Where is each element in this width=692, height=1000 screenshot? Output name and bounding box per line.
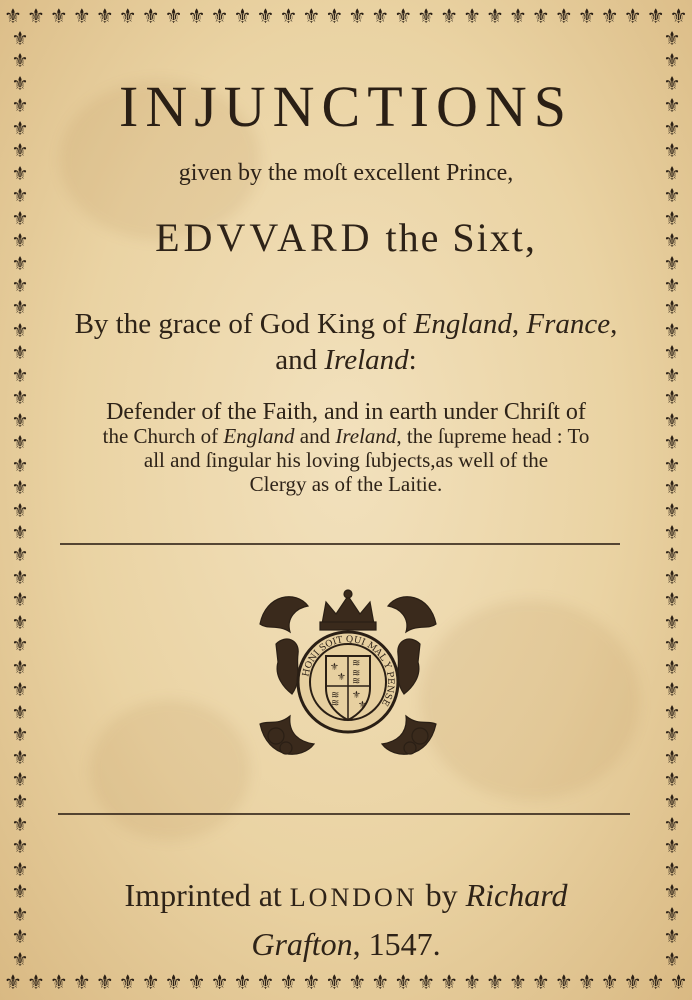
fleur-de-lis-icon: ⚜ — [663, 409, 681, 432]
fleur-de-lis-icon: ⚜ — [600, 4, 619, 28]
fleur-de-lis-icon: ⚜ — [11, 207, 29, 230]
fleur-de-lis-icon: ⚜ — [440, 4, 459, 28]
fleur-de-lis-icon: ⚜ — [663, 679, 681, 702]
fleur-de-lis-icon: ⚜ — [11, 768, 29, 791]
fleur-de-lis-icon: ⚜ — [11, 297, 29, 320]
fleur-de-lis-icon: ⚜ — [4, 4, 22, 28]
grace-england: England — [413, 308, 512, 340]
fleur-de-lis-icon: ⚜ — [11, 611, 29, 634]
fleur-de-lis-icon: ⚜ — [508, 970, 527, 994]
fleur-de-lis-icon: ⚜ — [663, 836, 681, 859]
grace-text: By the grace of God King of — [74, 308, 414, 340]
defender-ireland: Ireland — [335, 424, 397, 448]
fleur-de-lis-icon: ⚜ — [663, 724, 681, 747]
defender-statement — [42, 400, 650, 496]
fleur-de-lis-icon: ⚜ — [11, 409, 29, 432]
fleur-de-lis-icon: ⚜ — [440, 970, 459, 994]
fleur-de-lis-icon: ⚜ — [11, 836, 29, 859]
fleur-de-lis-icon: ⚜ — [663, 499, 681, 522]
fleur-de-lis-icon: ⚜ — [11, 117, 29, 140]
imprint-separator: , — [352, 926, 369, 962]
fleur-de-lis-icon: ⚜ — [141, 970, 160, 994]
fleur-de-lis-icon: ⚜ — [26, 4, 45, 28]
title-page-content — [42, 40, 650, 960]
fleur-de-lis-icon: ⚜ — [11, 319, 29, 342]
divider-rule — [58, 813, 630, 815]
fleur-de-lis-icon: ⚜ — [11, 701, 29, 724]
fleur-de-lis-icon: ⚜ — [663, 185, 681, 208]
fleur-de-lis-icon: ⚜ — [663, 701, 681, 724]
fleur-de-lis-icon: ⚜ — [11, 162, 29, 185]
fleur-de-lis-icon: ⚜ — [118, 4, 137, 28]
fleur-de-lis-icon: ⚜ — [371, 4, 390, 28]
fleur-de-lis-icon: ⚜ — [11, 589, 29, 612]
fleur-de-lis-icon: ⚜ — [577, 970, 596, 994]
svg-text:≋: ≋ — [352, 676, 361, 687]
fleur-de-lis-icon: ⚜ — [663, 948, 681, 970]
fleur-de-lis-icon: ⚜ — [663, 768, 681, 791]
fleur-de-lis-icon: ⚜ — [531, 4, 550, 28]
fleur-de-lis-icon: ⚜ — [11, 858, 29, 881]
fleuron-border-right — [658, 30, 686, 970]
fleur-de-lis-icon: ⚜ — [210, 4, 229, 28]
svg-text:≋: ≋ — [352, 668, 361, 679]
fleur-de-lis-icon: ⚜ — [646, 4, 665, 28]
fleur-de-lis-icon: ⚜ — [663, 589, 681, 612]
fleur-de-lis-icon: ⚜ — [554, 970, 573, 994]
fleur-de-lis-icon: ⚜ — [486, 4, 504, 28]
fleur-de-lis-icon: ⚜ — [118, 970, 137, 994]
defender-england: England — [223, 424, 295, 448]
fleur-de-lis-icon: ⚜ — [600, 970, 619, 994]
fleur-de-lis-icon: ⚜ — [11, 140, 29, 163]
fleur-de-lis-icon: ⚜ — [663, 791, 681, 814]
royal-coat-of-arms-icon — [256, 584, 440, 762]
fleur-de-lis-icon: ⚜ — [11, 881, 29, 904]
fleur-de-lis-icon: ⚜ — [663, 342, 681, 365]
grace-end: : — [408, 344, 417, 376]
page-title: INJUNCTIONS — [119, 74, 573, 139]
defender-text: the Church of — [102, 424, 224, 448]
fleur-de-lis-icon: ⚜ — [49, 970, 68, 994]
fleur-de-lis-icon: ⚜ — [577, 4, 596, 28]
imprint-year: 1547. — [368, 926, 441, 962]
fleur-de-lis-icon: ⚜ — [11, 499, 29, 522]
fleur-de-lis-icon: ⚜ — [531, 970, 550, 994]
given-line: given by the moſt excellent Prince, — [178, 160, 514, 186]
fleur-de-lis-icon: ⚜ — [11, 454, 29, 477]
fleur-de-lis-icon: ⚜ — [11, 185, 29, 208]
fleur-de-lis-icon: ⚜ — [663, 813, 681, 836]
svg-text:⚜: ⚜ — [358, 700, 367, 711]
fleur-de-lis-icon: ⚜ — [417, 970, 436, 994]
fleur-de-lis-icon: ⚜ — [4, 970, 22, 994]
fleur-de-lis-icon: ⚜ — [486, 970, 504, 994]
svg-text:⚜: ⚜ — [352, 690, 361, 701]
fleur-de-lis-icon: ⚜ — [11, 948, 29, 970]
fleur-de-lis-icon: ⚜ — [11, 252, 29, 275]
fleur-de-lis-icon: ⚜ — [11, 72, 29, 95]
fleur-de-lis-icon: ⚜ — [663, 230, 681, 253]
fleur-de-lis-icon: ⚜ — [11, 634, 29, 657]
grace-statement — [42, 306, 650, 378]
fleur-de-lis-icon: ⚜ — [233, 970, 252, 994]
fleur-de-lis-icon: ⚜ — [95, 970, 114, 994]
fleur-de-lis-icon: ⚜ — [663, 274, 681, 297]
fleur-de-lis-icon: ⚜ — [663, 30, 681, 50]
fleur-de-lis-icon: ⚜ — [663, 881, 681, 904]
fleur-de-lis-icon: ⚜ — [233, 4, 252, 28]
fleur-de-lis-icon: ⚜ — [663, 926, 681, 949]
defender-line-2 — [42, 424, 650, 448]
fleur-de-lis-icon: ⚜ — [663, 364, 681, 387]
fleur-de-lis-icon: ⚜ — [663, 544, 681, 567]
fleur-de-lis-icon: ⚜ — [11, 926, 29, 949]
fleur-de-lis-icon: ⚜ — [663, 611, 681, 634]
svg-text:≋: ≋ — [331, 690, 340, 701]
fleur-de-lis-icon: ⚜ — [325, 970, 344, 994]
grace-separator: , — [610, 308, 618, 340]
fleur-de-lis-icon: ⚜ — [663, 297, 681, 320]
fleur-de-lis-icon: ⚜ — [663, 656, 681, 679]
fleur-de-lis-icon: ⚜ — [187, 4, 206, 28]
fleur-de-lis-icon: ⚜ — [11, 813, 29, 836]
svg-text:⚜: ⚜ — [330, 662, 339, 673]
fleur-de-lis-icon: ⚜ — [663, 454, 681, 477]
grace-france: France — [526, 308, 611, 340]
fleur-de-lis-icon: ⚜ — [11, 342, 29, 365]
fleur-de-lis-icon: ⚜ — [11, 521, 29, 544]
divider-rule — [60, 543, 620, 545]
fleur-de-lis-icon: ⚜ — [11, 230, 29, 253]
defender-line-1: Defender of the Faith, and in earth under Chriſt of — [106, 399, 586, 425]
fleur-de-lis-icon: ⚜ — [49, 4, 68, 28]
fleur-de-lis-icon: ⚜ — [325, 4, 344, 28]
fleur-de-lis-icon: ⚜ — [11, 566, 29, 589]
fleur-de-lis-icon: ⚜ — [663, 477, 681, 500]
fleur-de-lis-icon: ⚜ — [11, 656, 29, 679]
fleur-de-lis-icon: ⚜ — [256, 4, 275, 28]
fleur-de-lis-icon: ⚜ — [95, 4, 114, 28]
fleur-de-lis-icon: ⚜ — [663, 72, 681, 95]
fleur-de-lis-icon: ⚜ — [663, 50, 681, 73]
fleur-de-lis-icon: ⚜ — [11, 30, 29, 50]
fleur-de-lis-icon: ⚜ — [141, 4, 160, 28]
fleur-de-lis-icon: ⚜ — [72, 970, 91, 994]
fleur-de-lis-icon: ⚜ — [663, 566, 681, 589]
defender-line-3: all and ſingular his loving ſubjects,as well of the — [143, 448, 549, 472]
fleur-de-lis-icon: ⚜ — [663, 252, 681, 275]
fleur-de-lis-icon: ⚜ — [187, 970, 206, 994]
fleur-de-lis-icon: ⚜ — [11, 724, 29, 747]
fleur-de-lis-icon: ⚜ — [663, 207, 681, 230]
fleur-de-lis-icon: ⚜ — [11, 903, 29, 926]
fleur-de-lis-icon: ⚜ — [663, 903, 681, 926]
grace-separator: , — [511, 308, 527, 340]
imprint-printer: Richard — [465, 877, 568, 913]
fleur-de-lis-icon: ⚜ — [663, 521, 681, 544]
fleur-de-lis-icon: ⚜ — [663, 162, 681, 185]
fleur-de-lis-icon: ⚜ — [11, 432, 29, 455]
fleur-de-lis-icon: ⚜ — [164, 970, 183, 994]
fleur-de-lis-icon: ⚜ — [11, 679, 29, 702]
fleur-de-lis-icon: ⚜ — [554, 4, 573, 28]
imprint-printer-surname: Grafton — [251, 926, 353, 962]
fleur-de-lis-icon: ⚜ — [302, 970, 321, 994]
fleur-de-lis-icon: ⚜ — [256, 970, 275, 994]
imprint-statement — [42, 872, 650, 967]
fleur-de-lis-icon: ⚜ — [72, 4, 91, 28]
fleur-de-lis-icon: ⚜ — [394, 970, 413, 994]
svg-text:⚜: ⚜ — [337, 672, 346, 683]
fleur-de-lis-icon: ⚜ — [164, 4, 183, 28]
fleuron-border-top — [4, 2, 688, 30]
king-line — [42, 215, 650, 260]
fleur-de-lis-icon: ⚜ — [11, 791, 29, 814]
imprint-by: by — [417, 877, 466, 913]
fleur-de-lis-icon: ⚜ — [669, 970, 688, 994]
fleur-de-lis-icon: ⚜ — [11, 746, 29, 769]
king-suffix: the Sixt, — [385, 215, 537, 260]
fleur-de-lis-icon: ⚜ — [11, 364, 29, 387]
fleur-de-lis-icon: ⚜ — [508, 4, 527, 28]
fleur-de-lis-icon: ⚜ — [663, 319, 681, 342]
fleur-de-lis-icon: ⚜ — [417, 4, 436, 28]
fleur-de-lis-icon: ⚜ — [646, 970, 665, 994]
fleur-de-lis-icon: ⚜ — [463, 4, 481, 28]
fleuron-border-bottom — [4, 968, 688, 996]
fleur-de-lis-icon: ⚜ — [663, 387, 681, 410]
fleur-de-lis-icon: ⚜ — [663, 432, 681, 455]
fleur-de-lis-icon: ⚜ — [663, 746, 681, 769]
fleur-de-lis-icon: ⚜ — [11, 477, 29, 500]
fleur-de-lis-icon: ⚜ — [663, 858, 681, 881]
grace-ireland: Ireland — [324, 344, 409, 376]
fleur-de-lis-icon: ⚜ — [302, 4, 321, 28]
king-name: EDVVARD — [155, 215, 374, 260]
fleur-de-lis-icon: ⚜ — [279, 970, 298, 994]
fleur-de-lis-icon: ⚜ — [623, 4, 642, 28]
grace-and: and — [275, 344, 325, 376]
fleur-de-lis-icon: ⚜ — [663, 140, 681, 163]
fleur-de-lis-icon: ⚜ — [663, 117, 681, 140]
fleur-de-lis-icon: ⚜ — [11, 274, 29, 297]
fleur-de-lis-icon: ⚜ — [663, 95, 681, 118]
svg-text:≋: ≋ — [331, 698, 340, 709]
fleur-de-lis-icon: ⚜ — [463, 970, 481, 994]
fleur-de-lis-icon: ⚜ — [348, 4, 367, 28]
defender-text: , the ſupreme head : To — [396, 424, 590, 448]
fleur-de-lis-icon: ⚜ — [348, 970, 367, 994]
fleur-de-lis-icon: ⚜ — [394, 4, 413, 28]
defender-line-4: Clergy as of the Laitie. — [249, 472, 443, 496]
fleur-de-lis-icon: ⚜ — [11, 544, 29, 567]
fleur-de-lis-icon: ⚜ — [371, 970, 390, 994]
fleuron-border-left — [6, 30, 34, 970]
svg-text:≋: ≋ — [352, 658, 361, 669]
fleur-de-lis-icon: ⚜ — [210, 970, 229, 994]
fleur-de-lis-icon: ⚜ — [623, 970, 642, 994]
fleur-de-lis-icon: ⚜ — [279, 4, 298, 28]
defender-text: and — [294, 424, 336, 448]
fleur-de-lis-icon: ⚜ — [11, 95, 29, 118]
garter-motto: HONI SOIT QUI MAL Y PENSE — [301, 634, 396, 708]
fleur-de-lis-icon: ⚜ — [11, 50, 29, 73]
fleur-de-lis-icon: ⚜ — [11, 387, 29, 410]
fleur-de-lis-icon: ⚜ — [663, 634, 681, 657]
imprint-text: Imprinted at — [124, 877, 290, 913]
fleur-de-lis-icon: ⚜ — [26, 970, 45, 994]
imprint-city: LONDON — [289, 883, 418, 912]
fleur-de-lis-icon: ⚜ — [669, 4, 688, 28]
